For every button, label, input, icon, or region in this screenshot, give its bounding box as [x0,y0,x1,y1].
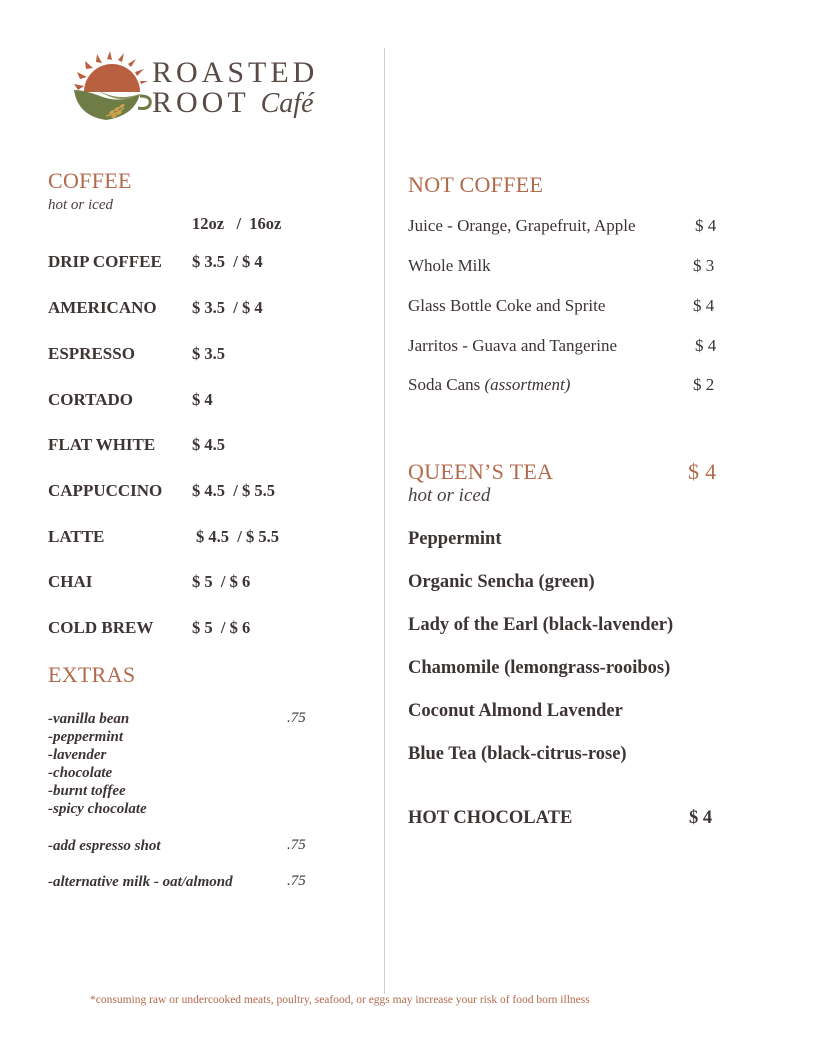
menu-item-name: CORTADO [48,390,134,409]
menu-item-name: COLD BREW [48,618,154,637]
extra-alt-milk-price: .75 [287,873,306,889]
menu-item-price: $ 3.5 / $ 4 [192,298,263,317]
column-divider [384,48,385,994]
menu-item-price: $ 3.5 / $ 4 [192,252,263,271]
menu-item-name: FLAT WHITE [48,435,156,454]
menu-item-name: AMERICANO [48,298,157,317]
coffee-section-title: COFFEE [48,168,132,193]
extra-espresso-shot-price: .75 [287,837,306,853]
logo-wordmark-root-text: ROOT [152,86,250,119]
tea-item: Blue Tea (black-citrus-rose) [408,744,627,764]
menu-item-name: ESPRESSO [48,344,135,363]
tea-item: Peppermint [408,529,502,549]
extra-flavor: -chocolate [48,765,113,781]
tea-section-title: QUEEN’S TEA [408,459,554,484]
menu-item-name: DRIP COFFEE [48,252,162,271]
coffee-subtitle: hot or iced [48,197,113,213]
logo-wordmark-cafe: Café [260,88,314,119]
menu-item-price: $ 2 [693,375,715,394]
extra-flavor: -lavender [48,747,107,763]
menu-item-name [408,375,570,395]
menu-item-name: Glass Bottle Coke and Sprite [408,296,606,315]
coffee-size-header: 12oz / 16oz [192,214,282,233]
menu-item-price: $ 4.5 / $ 5.5 [192,481,275,500]
extra-flavor: -peppermint [48,729,123,745]
menu-item-price: $ 4 [693,296,715,315]
menu-item-price: $ 4 [695,336,717,355]
extra-flavor-price: .75 [287,710,306,726]
tea-item: Lady of the Earl (black-lavender) [408,615,674,635]
tea-subtitle: hot or iced [408,485,491,506]
menu-item-price: $ 3 [693,256,715,275]
tea-section-price: $ 4 [688,459,717,484]
logo-wordmark-roasted: ROASTED [152,56,319,89]
not-coffee-section-title: NOT COFFEE [408,172,544,197]
hot-chocolate-price: $ 4 [689,808,713,828]
menu-item-note: (assortment) [484,375,571,394]
tea-item: Coconut Almond Lavender [408,701,623,721]
menu-item-price: $ 4 [695,216,717,235]
menu-item-name: CAPPUCCINO [48,481,163,500]
hot-chocolate-name: HOT CHOCOLATE [408,808,573,828]
sun-cup-wheat-logo-icon [70,46,154,126]
menu-item-name: LATTE [48,527,105,546]
menu-item-price: $ 5 / $ 6 [192,618,251,637]
menu-item-price: $ 5 / $ 6 [192,572,251,591]
tea-item: Chamomile (lemongrass-rooibos) [408,658,671,678]
menu-item-price: $ 4 [192,390,213,409]
logo-wordmark-root [152,88,314,119]
extra-flavor: -vanilla bean [48,711,130,727]
menu-item-price: $ 4.5 [192,435,225,454]
menu-item-name-text: Soda Cans [408,375,481,394]
menu-item-price: $ 4.5 / $ 5.5 [196,527,279,546]
menu-item-name: Whole Milk [408,256,491,275]
extra-flavor: -burnt toffee [48,783,126,799]
extra-flavor: -spicy chocolate [48,801,147,817]
tea-item: Organic Sencha (green) [408,572,595,592]
extra-alt-milk: -alternative milk - oat/almond [48,874,233,890]
extras-section-title: EXTRAS [48,662,136,687]
extra-espresso-shot: -add espresso shot [48,838,161,854]
menu-item-price: $ 3.5 [192,344,225,363]
menu-item-name: Jarritos - Guava and Tangerine [408,336,618,355]
menu-item-name: CHAI [48,572,93,591]
menu-item-name: Juice - Orange, Grapefruit, Apple [408,216,636,235]
food-safety-footnote: *consuming raw or undercooked meats, poultry, seafood, or eggs may increase your risk of food born illness [90,994,590,1006]
